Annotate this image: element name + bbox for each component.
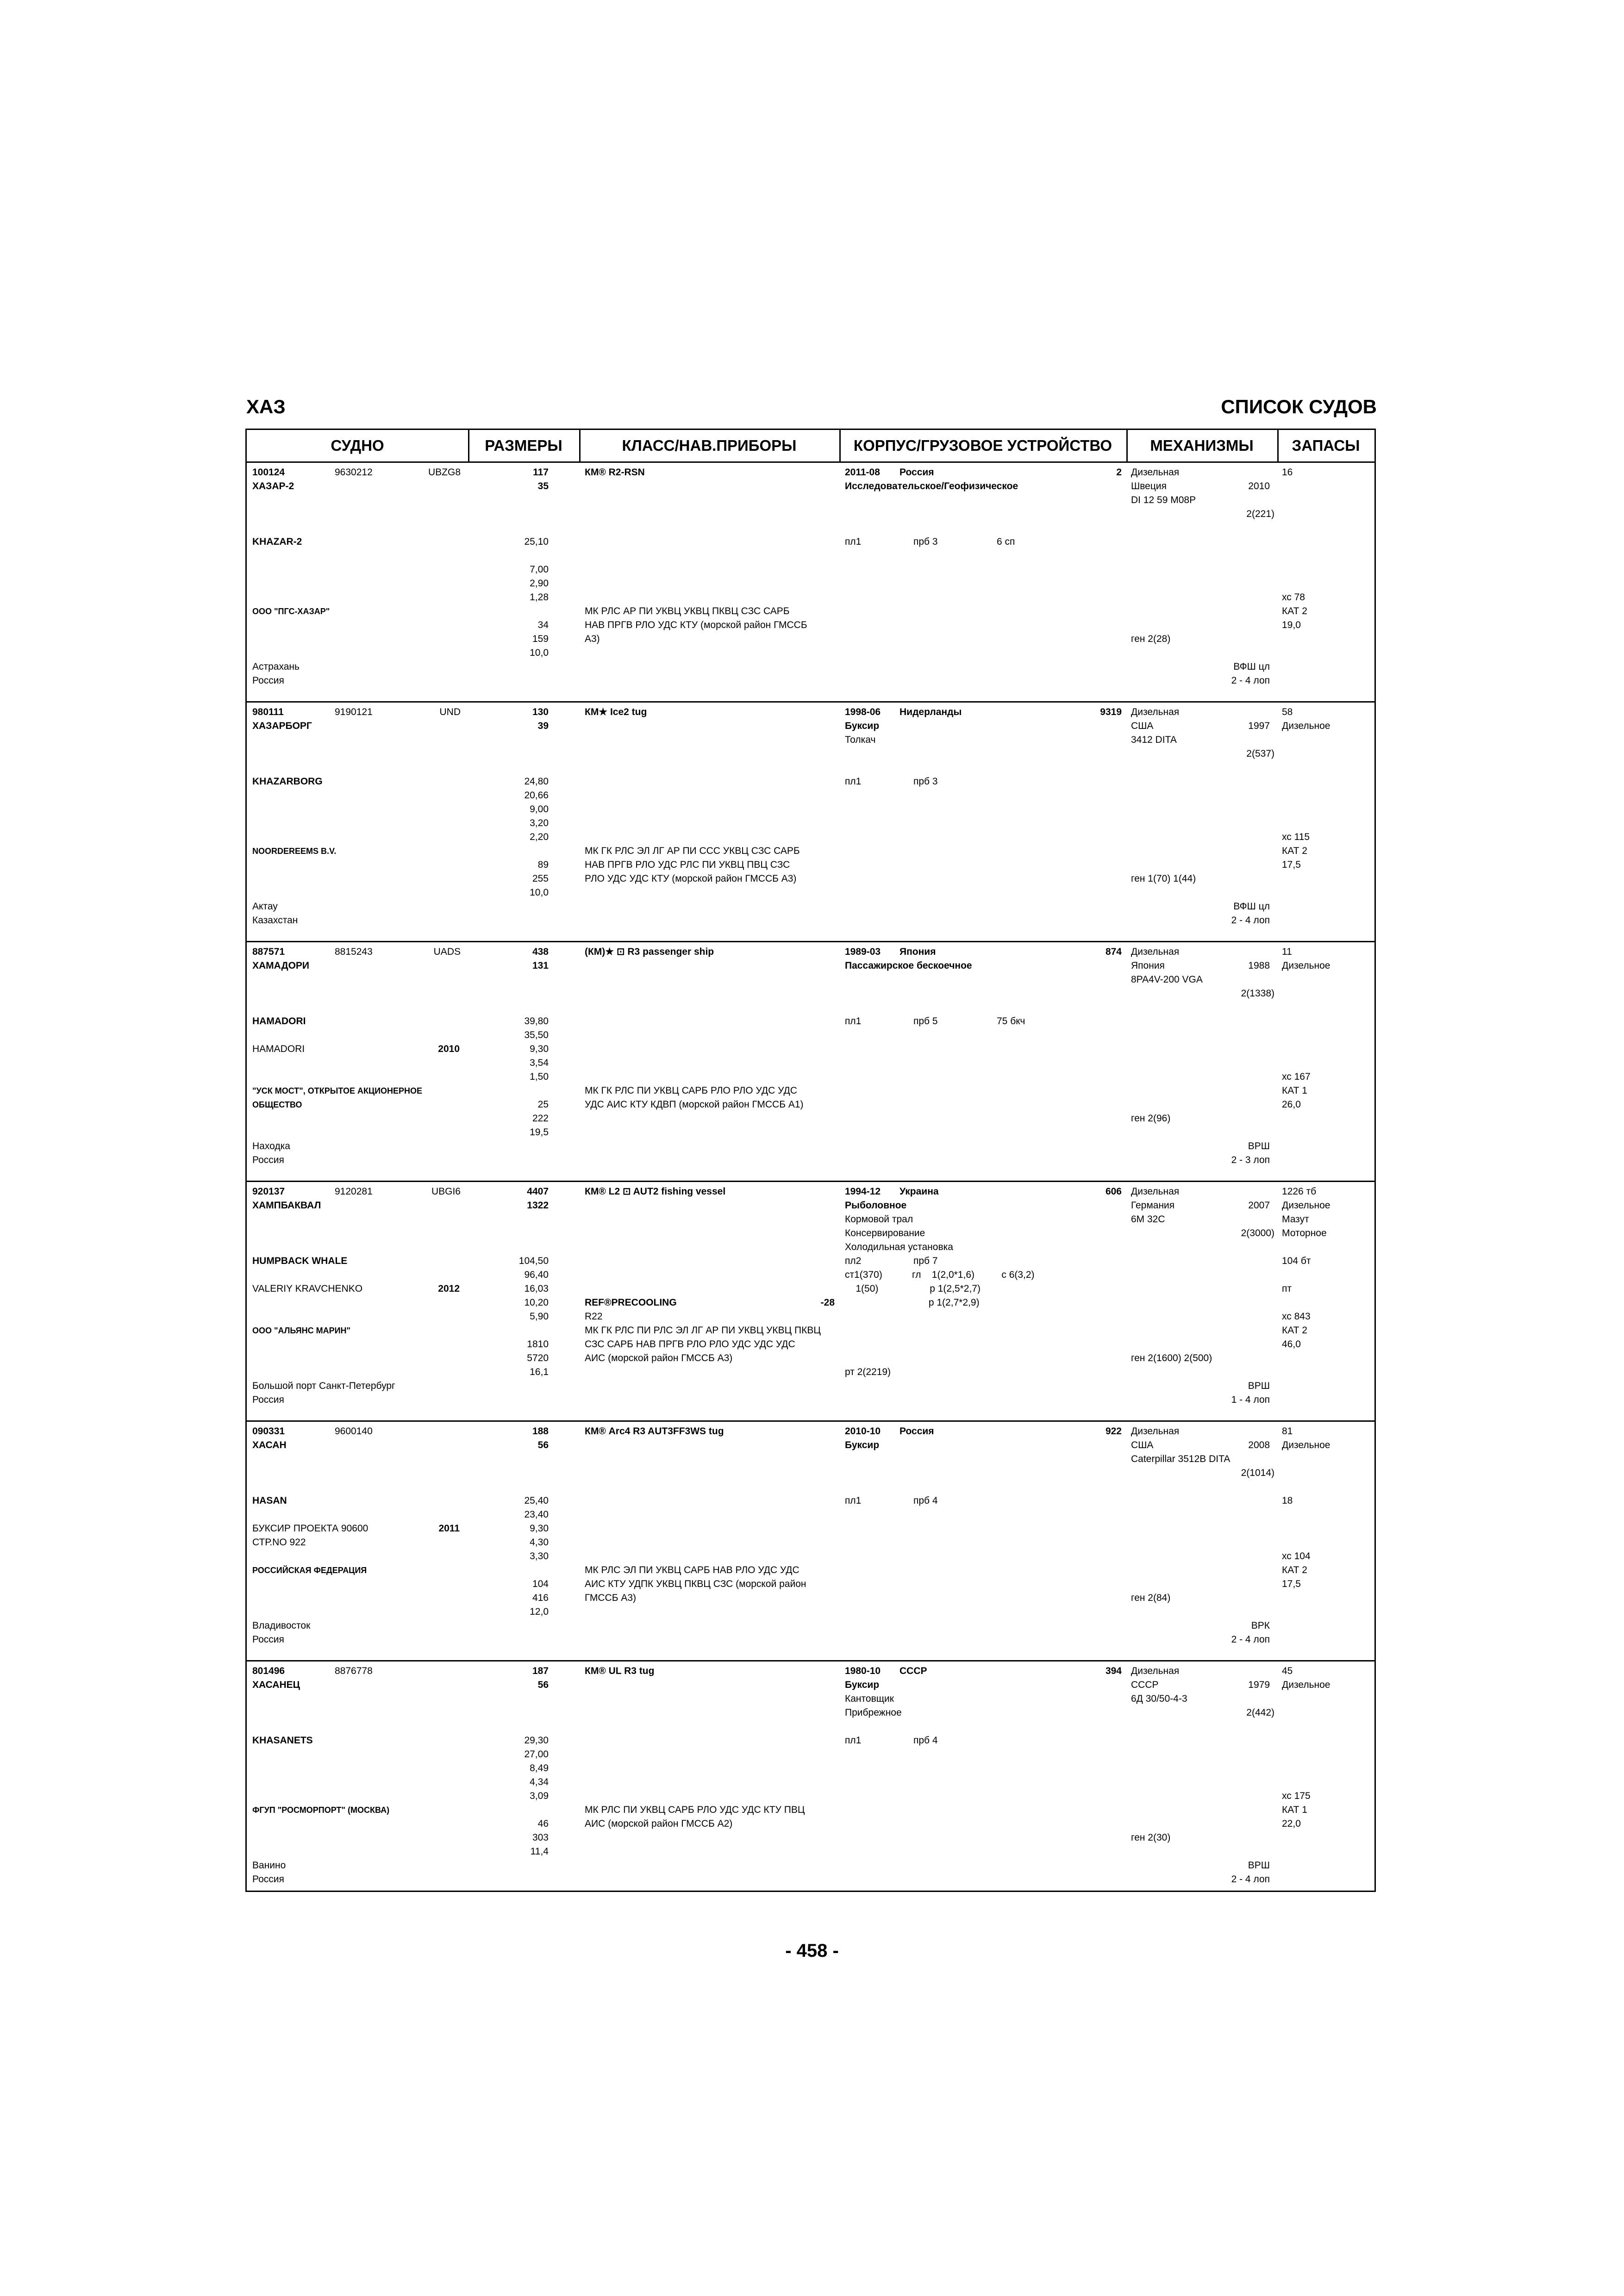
ship-dimension-value: 131 <box>532 960 549 971</box>
ship-hull-type: Рыболовное <box>845 1200 907 1211</box>
ship-build-date: 1980-10 <box>845 1666 881 1676</box>
ship-port: Актау <box>252 901 278 912</box>
ship-imo-number: 8876778 <box>335 1666 373 1676</box>
ship-generators: ген 2(84) <box>1131 1593 1171 1603</box>
ship-stores-value: хс 167 <box>1282 1071 1311 1082</box>
ship-engine-model: 6Д 30/50-4-3 <box>1131 1693 1187 1704</box>
ship-equipment-line: УДС АИС КТУ КДВП (морской район ГМССБ А1) <box>585 1099 804 1110</box>
ship-name-lat: KHAZAR-2 <box>252 536 302 547</box>
ship-imo-number: 9120281 <box>335 1186 373 1197</box>
ship-former-year: 2011 <box>438 1523 460 1534</box>
ship-build-date: 1998-06 <box>845 707 881 717</box>
ship-build-date: 2010-10 <box>845 1426 881 1437</box>
ship-dimension-value: 89 <box>537 859 549 870</box>
ship-builder-country: СССР <box>899 1666 927 1676</box>
ship-flag: Казахстан <box>252 915 298 926</box>
ship-former-name-2: СТР.NO 922 <box>252 1537 306 1548</box>
ship-dimension-value: 46 <box>537 1818 549 1829</box>
column-divider <box>839 430 841 461</box>
ship-stores-value: хс 78 <box>1282 592 1305 603</box>
ship-dimension-value: 303 <box>532 1832 549 1843</box>
ship-engine-power: 2(1338) <box>1241 988 1274 999</box>
ship-propeller: ВФШ цл <box>1233 661 1270 672</box>
ship-cargo-gear: 1(50) р 1(2,5*2,7) <box>845 1283 981 1294</box>
ship-deck-count: пл1 <box>845 1495 862 1506</box>
column-header-stores: ЗАПАСЫ <box>1292 437 1360 454</box>
ship-dimension-value: 4,34 <box>530 1777 549 1787</box>
ship-dimension-value: 34 <box>537 620 549 630</box>
ship-generators: ген 2(28) <box>1131 634 1171 644</box>
column-divider <box>579 430 581 461</box>
ship-dimension-value: 20,66 <box>524 790 549 801</box>
ship-name-lat: HUMPBACK WHALE <box>252 1256 348 1266</box>
ship-name-lat: KHAZARBORG <box>252 776 323 787</box>
ship-stores-fuel: Моторное <box>1282 1228 1327 1238</box>
ship-port: Владивосток <box>252 1620 311 1631</box>
ship-propeller-blades: 1 - 4 лоп <box>1231 1394 1270 1405</box>
ship-stores-value: КАТ 2 <box>1282 846 1307 856</box>
ship-hull-type: Буксир <box>845 721 880 731</box>
ship-engine-power: 2(221) <box>1246 509 1274 519</box>
ship-dimension-value: 8,49 <box>530 1763 549 1773</box>
ship-dimension-value: 159 <box>532 634 549 644</box>
column-header-class: КЛАСС/НАВ.ПРИБОРЫ <box>622 437 797 454</box>
ship-cargo-spaces: 75 бкч <box>997 1016 1025 1027</box>
ship-engine-model: DI 12 59 M08P <box>1131 495 1196 505</box>
ship-stores-fuel: 16 <box>1282 467 1293 478</box>
ship-hull-type: Консервирование <box>845 1228 925 1238</box>
ship-stores-value: 22,0 <box>1282 1818 1301 1829</box>
ship-dimension-value: 3,20 <box>530 818 549 828</box>
ship-dimension-value: 10,0 <box>530 647 549 658</box>
ship-name-ru: ХАМПБАКВАЛ <box>252 1200 321 1211</box>
column-header-ship: СУДНО <box>331 437 384 454</box>
ship-dimension-value: 4,30 <box>530 1537 549 1548</box>
ship-engine-model: 6M 32C <box>1131 1214 1165 1225</box>
ship-engine-model: 8PA4V-200 VGA <box>1131 974 1203 985</box>
ship-hull-type: Исследовательское/Геофизическое <box>845 481 1018 492</box>
ship-dimension-value: 25,10 <box>524 536 549 547</box>
ship-dimension-value: 117 <box>533 467 549 478</box>
ship-engine-type: Дизельная <box>1131 1666 1180 1676</box>
ship-port: Астрахань <box>252 661 300 672</box>
ship-stores-fuel: Дизельное <box>1282 721 1330 731</box>
ship-name-ru: ХАЗАР-2 <box>252 481 294 492</box>
ship-dimension-value: 11,4 <box>530 1846 549 1857</box>
ship-builder-country: Россия <box>899 1426 934 1437</box>
ship-engine-type: Дизельная <box>1131 946 1180 957</box>
ship-extra-class: REF®PRECOOLING <box>585 1297 677 1308</box>
ship-bulkheads: прб 4 <box>913 1735 938 1746</box>
ship-stores-fuel: Мазут <box>1282 1214 1309 1225</box>
ship-cargo-gear: ст1(370) гл 1(2,0*1,6) с 6(3,2) <box>845 1269 1035 1280</box>
ship-owner: ООО "ПГС-ХАЗАР" <box>252 607 330 616</box>
ship-engine-model: 3412 DITA <box>1131 734 1177 745</box>
column-header-dimensions: РАЗМЕРЫ <box>485 437 562 454</box>
ship-stores-value: хс 843 <box>1282 1311 1311 1322</box>
ship-class-notation: КМ® L2 ⊡ AUT2 fishing vessel <box>585 1186 726 1197</box>
ship-propeller: ВРШ <box>1248 1381 1270 1391</box>
ship-dimension-value: 10,0 <box>530 887 549 898</box>
ship-name-ru: ХАМАДОРИ <box>252 960 310 971</box>
ship-flag: Россия <box>252 675 284 686</box>
ship-stores-value: 26,0 <box>1282 1099 1301 1110</box>
ship-reg-number: 887571 <box>252 946 285 957</box>
ship-dimension-value: 9,30 <box>530 1044 549 1054</box>
ship-dimension-value: 9,30 <box>530 1523 549 1534</box>
ship-former-name: HAMADORI <box>252 1044 305 1054</box>
ship-reg-number: 980111 <box>252 707 284 717</box>
row-divider <box>247 1181 1374 1182</box>
ship-engine-type: Дизельная <box>1131 467 1180 478</box>
ship-class-notation: КМ® Arc4 R3 AUT3FF3WS tug <box>585 1426 724 1437</box>
ship-dimension-value: 5720 <box>527 1353 549 1363</box>
ship-imo-number: 9190121 <box>335 707 373 717</box>
ship-port: Находка <box>252 1141 290 1151</box>
ship-engine-type: Дизельная <box>1131 1426 1180 1437</box>
ship-dimension-value: 2,90 <box>530 578 549 589</box>
ship-equipment-line: МК РЛС ПИ УКВЦ САРБ РЛО УДС УДС КТУ ПВЦ <box>585 1804 805 1815</box>
page-number: - 458 - <box>785 1941 839 1961</box>
ship-propeller: ВРШ <box>1248 1141 1270 1151</box>
ship-stores-value: хс 175 <box>1282 1791 1311 1801</box>
ship-former-year: 2012 <box>438 1283 460 1294</box>
ship-stores-fuel: 58 <box>1282 707 1293 717</box>
ship-bulkheads: прб 7 <box>913 1256 938 1266</box>
ship-class-notation: КМ★ Ice2 tug <box>585 707 647 717</box>
ship-extra-class-value: -28 <box>820 1297 835 1308</box>
ship-stores-fuel: 45 <box>1282 1666 1293 1676</box>
ship-owner: ФГУП "РОСМОРПОРТ" (МОСКВА) <box>252 1805 390 1815</box>
ship-reg-number: 801496 <box>252 1666 285 1676</box>
ship-dimension-value: 222 <box>532 1113 549 1124</box>
ship-hull-type: Буксир <box>845 1440 880 1450</box>
ship-equipment-line: МК ГК РЛС ПИ РЛС ЭЛ ЛГ АР ПИ УКВЦ УКВЦ ПКВЦ <box>585 1325 821 1336</box>
ship-deck-count: пл1 <box>845 776 862 787</box>
ship-builder-country: Нидерланды <box>899 707 962 717</box>
ship-generators: ген 2(1600) 2(500) <box>1131 1353 1212 1363</box>
ship-engine-year: 2007 <box>1248 1200 1270 1211</box>
ship-stores-fuel: 18 <box>1282 1495 1293 1506</box>
ship-build-date: 1989-03 <box>845 946 881 957</box>
ship-dimension-value: 29,30 <box>524 1735 549 1746</box>
ship-deck-count: пл2 <box>845 1256 862 1266</box>
ship-propeller: ВФШ цл <box>1233 901 1270 912</box>
ship-reg-number: 100124 <box>252 467 285 478</box>
ship-dimension-value: 1,28 <box>530 592 549 603</box>
ship-equipment-line: СЗС САРБ НАВ ПРГВ РЛО РЛО УДС УДС УДС <box>585 1339 795 1350</box>
ship-equipment-line: МК ГК РЛС ЭЛ ЛГ АР ПИ ССС УКВЦ СЗС САРБ <box>585 846 800 856</box>
ship-dimension-value: 19,5 <box>530 1127 549 1138</box>
ship-hull-number: 606 <box>1105 1186 1122 1197</box>
ship-stores-fuel: Дизельное <box>1282 1440 1330 1450</box>
ship-dimension-value: 16,1 <box>530 1367 549 1377</box>
ship-former-name: БУКСИР ПРОЕКТА 90600 <box>252 1523 369 1534</box>
ship-hull-type: Толкач <box>845 734 876 745</box>
ship-flag: Россия <box>252 1634 284 1645</box>
ship-equipment-line: РЛО УДС УДС КТУ (морской район ГМССБ А3) <box>585 873 797 884</box>
ship-cargo-spaces: 6 сп <box>997 536 1015 547</box>
column-header-machinery: МЕХАНИЗМЫ <box>1150 437 1254 454</box>
ship-stores-fuel: Дизельное <box>1282 1680 1330 1690</box>
ship-engine-power: 2(537) <box>1246 748 1274 759</box>
ship-dimension-value: 1322 <box>527 1200 549 1211</box>
ship-imo-number: 8815243 <box>335 946 373 957</box>
ship-cargo-gear: р 1(2,7*2,9) <box>845 1297 980 1308</box>
ship-dimension-value: 12,0 <box>530 1606 549 1617</box>
ship-reg-number: 920137 <box>252 1186 285 1197</box>
ship-engine-country: Швеция <box>1131 481 1167 492</box>
ship-build-date: 1994-12 <box>845 1186 881 1197</box>
ship-stores-value: 46,0 <box>1282 1339 1301 1350</box>
ship-generators: ген 1(70) 1(44) <box>1131 873 1196 884</box>
row-divider <box>247 1660 1374 1661</box>
ship-dimension-value: 188 <box>532 1426 549 1437</box>
ship-hull-type: Холодильная установка <box>845 1242 953 1252</box>
ship-engine-power: 2(442) <box>1246 1707 1274 1718</box>
row-divider <box>247 701 1374 703</box>
ship-reg-number: 090331 <box>252 1426 285 1437</box>
ship-name-ru: ХАЗАРБОРГ <box>252 721 312 731</box>
ship-name-lat: HAMADORI <box>252 1016 306 1027</box>
ship-class-notation: КМ® R2-RSN <box>585 467 645 478</box>
ship-dimension-value: 23,40 <box>524 1509 549 1520</box>
ship-bulkheads: прб 3 <box>913 776 938 787</box>
ship-propeller-blades: 2 - 4 лоп <box>1231 915 1270 926</box>
ship-flag: Россия <box>252 1874 284 1885</box>
ship-imo-number: 9630212 <box>335 467 373 478</box>
ship-stores-value: КАТ 1 <box>1282 1085 1307 1096</box>
ship-dimension-value: 25 <box>537 1099 549 1110</box>
ship-hull-number: 922 <box>1105 1426 1122 1437</box>
ship-stores-value: КАТ 2 <box>1282 1325 1307 1336</box>
column-header-hull: КОРПУС/ГРУЗОВОЕ УСТРОЙСТВО <box>853 437 1112 454</box>
ship-engine-year: 2008 <box>1248 1440 1270 1450</box>
ship-propeller-blades: 2 - 4 лоп <box>1231 675 1270 686</box>
ship-engine-year: 1997 <box>1248 721 1270 731</box>
ship-flag: Россия <box>252 1394 284 1405</box>
header-divider <box>247 461 1374 463</box>
ship-stores-fuel: Дизельное <box>1282 1200 1330 1211</box>
ship-dimension-value: 2,20 <box>530 832 549 842</box>
ship-stores-value: хс 115 <box>1282 832 1310 842</box>
ship-stores-fuel: 1226 тб <box>1282 1186 1317 1197</box>
ship-dimension-value: 56 <box>537 1680 549 1690</box>
ship-dimension-value: 1,50 <box>530 1071 549 1082</box>
ship-stores-value: 17,5 <box>1282 859 1301 870</box>
ship-hull-type: Кантовщик <box>845 1693 894 1704</box>
ship-dimension-value: 104,50 <box>518 1256 549 1266</box>
ship-dimension-value: 27,00 <box>524 1749 549 1760</box>
ship-dimension-value: 96,40 <box>524 1269 549 1280</box>
ship-propeller-blades: 2 - 3 лоп <box>1231 1155 1270 1165</box>
ship-port: Ванино <box>252 1860 286 1871</box>
ship-dimension-value: 9,00 <box>530 804 549 815</box>
ship-dimension-value: 16,03 <box>524 1283 549 1294</box>
ship-stores-value: КАТ 2 <box>1282 1565 1307 1575</box>
ship-hull-number: 2 <box>1116 467 1122 478</box>
ship-stores-fuel: пт <box>1282 1283 1292 1294</box>
ship-deck-count: пл1 <box>845 1735 862 1746</box>
ship-stores-value: КАТ 1 <box>1282 1804 1307 1815</box>
ship-flag: Россия <box>252 1155 284 1165</box>
ship-owner: РОССИЙСКАЯ ФЕДЕРАЦИЯ <box>252 1566 367 1575</box>
ship-name-ru: ХАСАНЕЦ <box>252 1680 300 1690</box>
ship-equipment-line: НАВ ПРГВ РЛО УДС КТУ (морской район ГМССБ <box>585 620 807 630</box>
ship-owner: ООО "АЛЬЯНС МАРИН" <box>252 1326 351 1335</box>
ship-hull-type: Буксир <box>845 1680 880 1690</box>
ship-propeller: ВРК <box>1251 1620 1270 1631</box>
ship-engine-country: США <box>1131 721 1154 731</box>
ship-stores-fuel: Дизельное <box>1282 960 1330 971</box>
ship-owner: "УСК МОСТ", ОТКРЫТОЕ АКЦИОНЕРНОЕ ОБЩЕСТВО <box>252 1086 423 1109</box>
ship-dimension-value: 35,50 <box>524 1030 549 1040</box>
column-divider <box>1126 430 1128 461</box>
ship-bulkheads: прб 3 <box>913 536 938 547</box>
page-header-left: ХАЗ <box>246 396 286 417</box>
ship-engine-power: 2(1014) <box>1241 1468 1274 1478</box>
ship-port: Большой порт Санкт-Петербург <box>252 1381 395 1391</box>
ship-stores-value: 17,5 <box>1282 1579 1301 1589</box>
ship-dimension-value: 3,30 <box>530 1551 549 1562</box>
ship-equipment-line: АИС КТУ УДПК УКВЦ ПКВЦ СЗС (морской район <box>585 1579 806 1589</box>
ship-stores-value: хс 104 <box>1282 1551 1311 1562</box>
ship-propeller-blades: 2 - 4 лоп <box>1231 1874 1270 1885</box>
ship-engine-model: Caterpillar 3512B DITA <box>1131 1454 1230 1464</box>
ship-engine-year: 1988 <box>1248 960 1270 971</box>
ship-equipment-line: МК ГК РЛС ПИ УКВЦ САРБ РЛО РЛО УДС УДС <box>585 1085 797 1096</box>
ship-owner: NOORDEREEMS B.V. <box>252 846 337 856</box>
ship-bulkheads: прб 4 <box>913 1495 938 1506</box>
ship-dimension-value: 39 <box>537 721 549 731</box>
ship-hull-number: 874 <box>1105 946 1122 957</box>
ship-build-date: 2011-08 <box>845 467 880 478</box>
ship-dimension-value: 438 <box>532 946 549 957</box>
ship-hull-number: 9319 <box>1100 707 1122 717</box>
ship-dimension-value: 35 <box>537 481 549 492</box>
ship-propeller: ВРШ <box>1248 1860 1270 1871</box>
ship-builder-country: Япония <box>899 946 936 957</box>
ship-extra-class-refrigerant: R22 <box>585 1311 603 1322</box>
ship-dimension-value: 3,09 <box>530 1791 549 1801</box>
ship-generators: ген 2(96) <box>1131 1113 1171 1124</box>
ship-equipment-line: НАВ ПРГВ РЛО УДС РЛС ПИ УКВЦ ПВЦ СЗС <box>585 859 790 870</box>
ship-equipment-line: ГМССБ А3) <box>585 1593 637 1603</box>
ship-engine-type: Дизельная <box>1131 1186 1180 1197</box>
ship-dimension-value: 104 <box>532 1579 549 1589</box>
ship-name-ru: ХАСАН <box>252 1440 287 1450</box>
ship-former-name: VALERIY KRAVCHENKO <box>252 1283 363 1294</box>
ship-dimension-value: 130 <box>532 707 549 717</box>
ship-engine-country: СССР <box>1131 1680 1159 1690</box>
ship-hull-type: Кормовой трал <box>845 1214 913 1225</box>
ship-generators: ген 2(30) <box>1131 1832 1171 1843</box>
ship-dimension-value: 25,40 <box>524 1495 549 1506</box>
ship-stores-fuel: 104 бт <box>1282 1256 1311 1266</box>
ship-stores-fuel: 11 <box>1282 946 1292 957</box>
ship-deck-count: пл1 <box>845 536 862 547</box>
ship-dimension-value: 1810 <box>527 1339 549 1350</box>
ship-dimension-value: 24,80 <box>524 776 549 787</box>
column-divider <box>468 430 469 461</box>
ship-cargo-tanks: рт 2(2219) <box>845 1367 891 1377</box>
ship-callsign: UND <box>439 707 461 717</box>
ship-dimension-value: 255 <box>532 873 549 884</box>
ship-engine-year: 1979 <box>1248 1680 1270 1690</box>
ship-dimension-value: 187 <box>532 1666 549 1676</box>
ship-engine-type: Дизельная <box>1131 707 1180 717</box>
ship-dimension-value: 56 <box>537 1440 549 1450</box>
ship-stores-fuel: 81 <box>1282 1426 1293 1437</box>
ship-dimension-value: 7,00 <box>530 564 549 575</box>
ship-engine-power: 2(3000) <box>1241 1228 1274 1238</box>
ship-class-notation: (КМ)★ ⊡ R3 passenger ship <box>585 946 714 957</box>
ship-callsign: UADS <box>433 946 461 957</box>
ship-register-table <box>245 429 1376 1892</box>
ship-builder-country: Украина <box>899 1186 939 1197</box>
ship-callsign: UBGI6 <box>431 1186 461 1197</box>
ship-engine-country: Япония <box>1131 960 1165 971</box>
ship-engine-country: США <box>1131 1440 1154 1450</box>
ship-dimension-value: 39,80 <box>524 1016 549 1027</box>
ship-dimension-value: 416 <box>532 1593 549 1603</box>
ship-imo-number: 9600140 <box>335 1426 373 1437</box>
ship-hull-type: Прибрежное <box>845 1707 902 1718</box>
row-divider <box>247 1420 1374 1422</box>
column-divider <box>1277 430 1279 461</box>
ship-former-year: 2010 <box>438 1044 460 1054</box>
ship-builder-country: Россия <box>899 467 934 478</box>
ship-equipment-line: А3) <box>585 634 600 644</box>
ship-hull-number: 394 <box>1105 1666 1122 1676</box>
ship-dimension-value: 10,20 <box>524 1297 549 1308</box>
ship-propeller-blades: 2 - 4 лоп <box>1231 1634 1270 1645</box>
ship-name-lat: KHASANETS <box>252 1735 313 1746</box>
ship-stores-value: 19,0 <box>1282 620 1301 630</box>
ship-dimension-value: 5,90 <box>530 1311 549 1322</box>
ship-deck-count: пл1 <box>845 1016 862 1027</box>
ship-equipment-line: АИС (морской район ГМССБ А2) <box>585 1818 733 1829</box>
row-divider <box>247 941 1374 942</box>
ship-engine-country: Германия <box>1131 1200 1175 1211</box>
ship-callsign: UBZG8 <box>428 467 461 478</box>
page-header-right: СПИСОК СУДОВ <box>1221 396 1377 417</box>
ship-engine-year: 2010 <box>1248 481 1270 492</box>
ship-dimension-value: 3,54 <box>530 1058 549 1068</box>
ship-name-lat: HASAN <box>252 1495 287 1506</box>
ship-equipment-line: МК РЛС ЭЛ ПИ УКВЦ САРБ НАВ РЛО УДС УДС <box>585 1565 800 1575</box>
ship-stores-value: КАТ 2 <box>1282 606 1307 616</box>
ship-dimension-value: 4407 <box>527 1186 549 1197</box>
ship-bulkheads: прб 5 <box>913 1016 938 1027</box>
ship-class-notation: КМ® UL R3 tug <box>585 1666 655 1676</box>
ship-equipment-line: МК РЛС АР ПИ УКВЦ УКВЦ ПКВЦ СЗС САРБ <box>585 606 790 616</box>
ship-hull-type: Пассажирское бескоечное <box>845 960 972 971</box>
ship-equipment-line: АИС (морской район ГМССБ А3) <box>585 1353 733 1363</box>
